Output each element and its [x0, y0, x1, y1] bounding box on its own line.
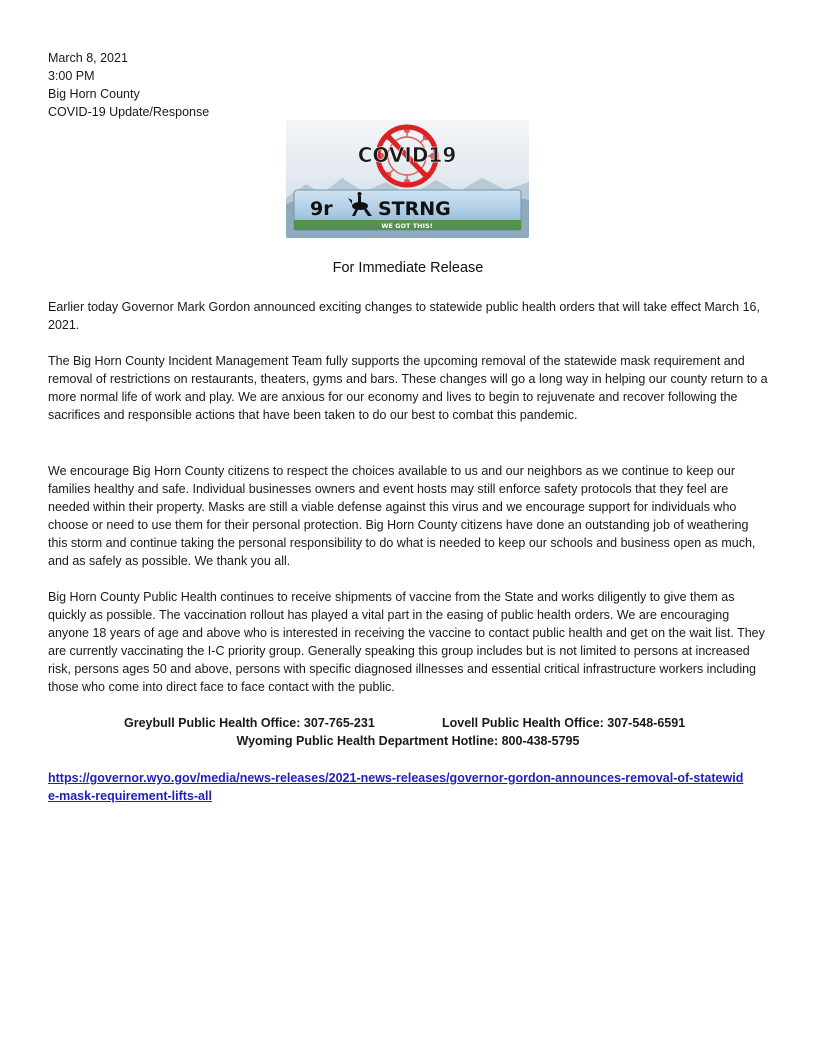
- covid-strong-banner-image: [286, 120, 529, 238]
- greybull-office-contact: Greybull Public Health Office: 307-765-231: [124, 716, 375, 730]
- paragraph-vaccine: Big Horn County Public Health continues to receive shipments of vaccine from the State and works diligently to give them as quickly as possible. The vaccination rollout has played a vital part in the easing of public health orders. We are encouraging anyone 18 years of age and above who is interested in receiving the vaccine to contact public health and get on the wait list. They are currently vaccinating the I-C priority group. Generally speaking this group includes but is not limited to persons at increased risk, persons ages 50 and above, persons with specific diagnosed illnesses and essential critical infrastructure workers including those who come into direct face to face contact with the public.: [48, 590, 765, 694]
- release-subject: COVID-19 Update/Response: [48, 105, 210, 119]
- paragraph-support: The Big Horn County Incident Management Team fully supports the upcoming removal of the statewide mask requirement and removal of restrictions on restaurants, theaters, gyms and bars. These changes will go a long way in helping our county return to a more normal life of work and play. We are anxious for our economy and lives to begin to rejuvenate and recover following the sacrifices and responsible actions that have been taken to do our best to combat this pandemic.: [48, 354, 768, 422]
- release-date: March 8, 2021: [48, 51, 128, 65]
- banner-plate-text: STRNG: [378, 198, 451, 220]
- release-time: 3:00 PM: [48, 69, 95, 83]
- release-title: For Immediate Release: [332, 260, 484, 276]
- lovell-office-contact: Lovell Public Health Office: 307-548-6591: [442, 716, 686, 730]
- governor-news-release-link[interactable]: https://governor.wyo.gov/media/news-releases/2021-news-releases/governor-gordon-announces-removal-of-statewide-mask-requirement-lifts-all: [48, 771, 744, 803]
- state-hotline-contact: Wyoming Public Health Department Hotline: 800-438-5795: [236, 734, 580, 748]
- banner-covid-text: COVID19: [357, 143, 457, 167]
- banner-plate-subtext: WE GOT THIS!: [381, 222, 433, 230]
- banner-plate-prefix: 9r: [310, 198, 333, 220]
- release-header: [48, 49, 209, 121]
- release-county: Big Horn County: [48, 87, 140, 101]
- paragraph-announcement: Earlier today Governor Mark Gordon announced exciting changes to statewide public health orders that will take effect March 16, 2021.: [48, 300, 760, 332]
- paragraph-encouragement: We encourage Big Horn County citizens to respect the choices available to us and our neighbors as we continue to keep our families healthy and safe. Individual businesses owners and event hosts may still enforce safety protocols that they feel are needed within their property. Masks are still a viable defense against this virus and we encourage support for individuals who choose or need to use them for their personal protection. Big Horn County citizens have done an outstanding job of weathering this storm and continue taking the personal responsibility to do what is needed to keep our schools and business open as much, and as safely as possible. We thank you all.: [48, 464, 756, 568]
